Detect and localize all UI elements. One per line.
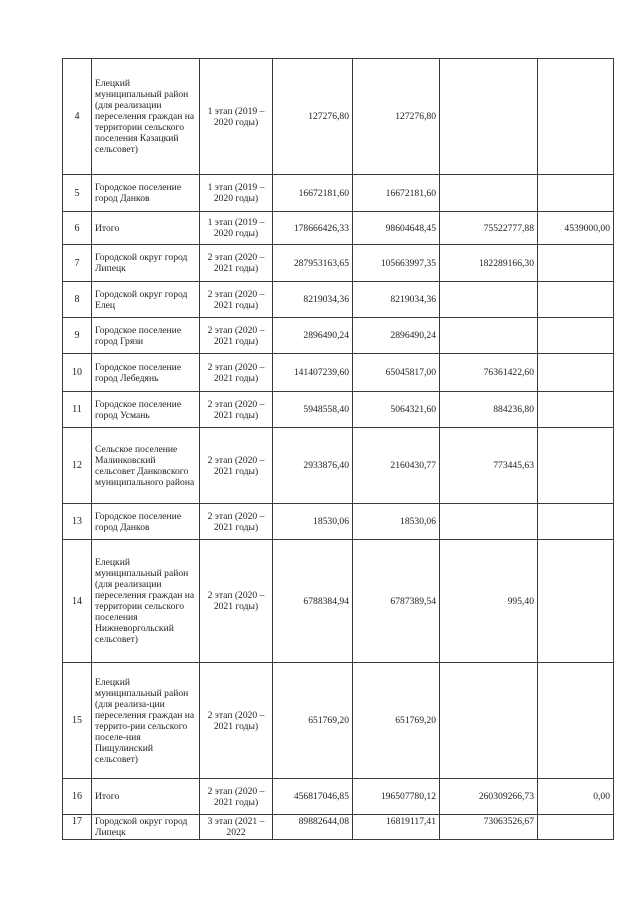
amount-column-4 [538, 663, 614, 779]
amount-column-2: 127276,80 [353, 59, 440, 175]
municipality-name: Городской округ город Липецк [92, 815, 200, 840]
row-number: 15 [63, 663, 92, 779]
amount-column-3: 773445,63 [440, 428, 538, 504]
stage-period: 2 этап (2020 – 2021 годы) [200, 318, 273, 354]
total-amount: 8219034,36 [273, 282, 353, 318]
stage-period: 2 этап (2020 – 2021 годы) [200, 245, 273, 282]
amount-column-2: 98604648,45 [353, 212, 440, 245]
amount-column-3: 73063526,67 [440, 815, 538, 840]
amount-column-3 [440, 504, 538, 540]
amount-column-2: 5064321,60 [353, 392, 440, 428]
amount-column-4 [538, 318, 614, 354]
row-number: 7 [63, 245, 92, 282]
stage-period: 2 этап (2020 – 2021 годы) [200, 779, 273, 815]
amount-column-2: 65045817,00 [353, 354, 440, 392]
row-number: 13 [63, 504, 92, 540]
table-row [63, 175, 614, 212]
amount-column-2: 6787389,54 [353, 540, 440, 663]
total-amount: 2896490,24 [273, 318, 353, 354]
table-row [63, 428, 614, 504]
table-row [63, 59, 614, 175]
total-amount: 651769,20 [273, 663, 353, 779]
total-amount: 127276,80 [273, 59, 353, 175]
amount-column-2: 16819117,41 [353, 815, 440, 840]
table-row [63, 318, 614, 354]
row-number: 10 [63, 354, 92, 392]
amount-column-4 [538, 392, 614, 428]
municipality-name: Сельское поселение Малинковский сельсовет Данковского муниципального района [92, 428, 200, 504]
row-number: 6 [63, 212, 92, 245]
amount-column-3: 995,40 [440, 540, 538, 663]
row-number: 12 [63, 428, 92, 504]
municipality-name: Городское поселение город Грязи [92, 318, 200, 354]
amount-column-4 [538, 175, 614, 212]
amount-column-3 [440, 175, 538, 212]
row-number: 17 [63, 815, 92, 840]
total-amount: 6788384,94 [273, 540, 353, 663]
amount-column-2: 2160430,77 [353, 428, 440, 504]
municipality-name: Городское поселение город Лебедянь [92, 354, 200, 392]
municipality-name: Городской округ город Липецк [92, 245, 200, 282]
municipality-name: Городское поселение город Данков [92, 504, 200, 540]
amount-column-3 [440, 282, 538, 318]
amount-column-4 [538, 282, 614, 318]
amount-column-4 [538, 815, 614, 840]
table-row [63, 540, 614, 663]
municipality-name: Елецкий муниципальный район (для реализа-ции переселения граждан на террито-рии сельского поселе-ния Пищулинский сельсовет) [92, 663, 200, 779]
table-row [63, 245, 614, 282]
stage-period: 2 этап (2020 – 2021 годы) [200, 428, 273, 504]
row-number: 16 [63, 779, 92, 815]
municipality-name: Итого [92, 212, 200, 245]
amount-column-3 [440, 663, 538, 779]
resettlement-funding-table [62, 58, 614, 840]
table-row [63, 504, 614, 540]
amount-column-3: 260309266,73 [440, 779, 538, 815]
amount-column-4 [538, 354, 614, 392]
amount-column-2: 8219034,36 [353, 282, 440, 318]
table-row [63, 663, 614, 779]
row-number: 14 [63, 540, 92, 663]
amount-column-2: 651769,20 [353, 663, 440, 779]
municipality-name: Городской округ город Елец [92, 282, 200, 318]
municipality-name: Итого [92, 779, 200, 815]
row-number: 11 [63, 392, 92, 428]
amount-column-2: 105663997,35 [353, 245, 440, 282]
row-number: 8 [63, 282, 92, 318]
total-amount: 141407239,60 [273, 354, 353, 392]
stage-period: 1 этап (2019 – 2020 годы) [200, 175, 273, 212]
amount-column-4 [538, 245, 614, 282]
total-amount: 178666426,33 [273, 212, 353, 245]
municipality-name: Елецкий муниципальный район (для реализации переселения граждан на территории сельского поселения Казацкий сельсовет) [92, 59, 200, 175]
stage-period: 2 этап (2020 – 2021 годы) [200, 354, 273, 392]
row-number: 4 [63, 59, 92, 175]
amount-column-3: 76361422,60 [440, 354, 538, 392]
total-amount: 16672181,60 [273, 175, 353, 212]
amount-column-2: 16672181,60 [353, 175, 440, 212]
table-row [63, 212, 614, 245]
municipality-name: Елецкий муниципальный район (для реализации переселения граждан на территории сельского поселения Нижневоргольский сельсовет) [92, 540, 200, 663]
total-amount: 456817046,85 [273, 779, 353, 815]
stage-period: 2 этап (2020 – 2021 годы) [200, 540, 273, 663]
table-row [63, 392, 614, 428]
amount-column-2: 196507780,12 [353, 779, 440, 815]
table-row [63, 282, 614, 318]
row-number: 5 [63, 175, 92, 212]
amount-column-3 [440, 318, 538, 354]
amount-column-2: 2896490,24 [353, 318, 440, 354]
total-amount: 287953163,65 [273, 245, 353, 282]
table-body [63, 59, 614, 840]
amount-column-3: 75522777,88 [440, 212, 538, 245]
table-row [63, 354, 614, 392]
table-row [63, 779, 614, 815]
amount-column-4 [538, 504, 614, 540]
total-amount: 5948558,40 [273, 392, 353, 428]
amount-column-3: 182289166,30 [440, 245, 538, 282]
stage-period: 2 этап (2020 – 2021 годы) [200, 663, 273, 779]
municipality-name: Городское поселение город Усмань [92, 392, 200, 428]
stage-period: 2 этап (2020 – 2021 годы) [200, 504, 273, 540]
total-amount: 18530,06 [273, 504, 353, 540]
stage-period: 1 этап (2019 – 2020 годы) [200, 212, 273, 245]
stage-period: 1 этап (2019 – 2020 годы) [200, 59, 273, 175]
table-row [63, 815, 614, 840]
amount-column-3: 884236,80 [440, 392, 538, 428]
amount-column-4 [538, 59, 614, 175]
amount-column-4: 0,00 [538, 779, 614, 815]
amount-column-4 [538, 540, 614, 663]
stage-period: 2 этап (2020 – 2021 годы) [200, 282, 273, 318]
stage-period: 2 этап (2020 – 2021 годы) [200, 392, 273, 428]
stage-period: 3 этап (2021 – 2022 [200, 815, 273, 840]
amount-column-3 [440, 59, 538, 175]
amount-column-4 [538, 428, 614, 504]
amount-column-4: 4539000,00 [538, 212, 614, 245]
amount-column-2: 18530,06 [353, 504, 440, 540]
row-number: 9 [63, 318, 92, 354]
total-amount: 89882644,08 [273, 815, 353, 840]
municipality-name: Городское поселение город Данков [92, 175, 200, 212]
total-amount: 2933876,40 [273, 428, 353, 504]
